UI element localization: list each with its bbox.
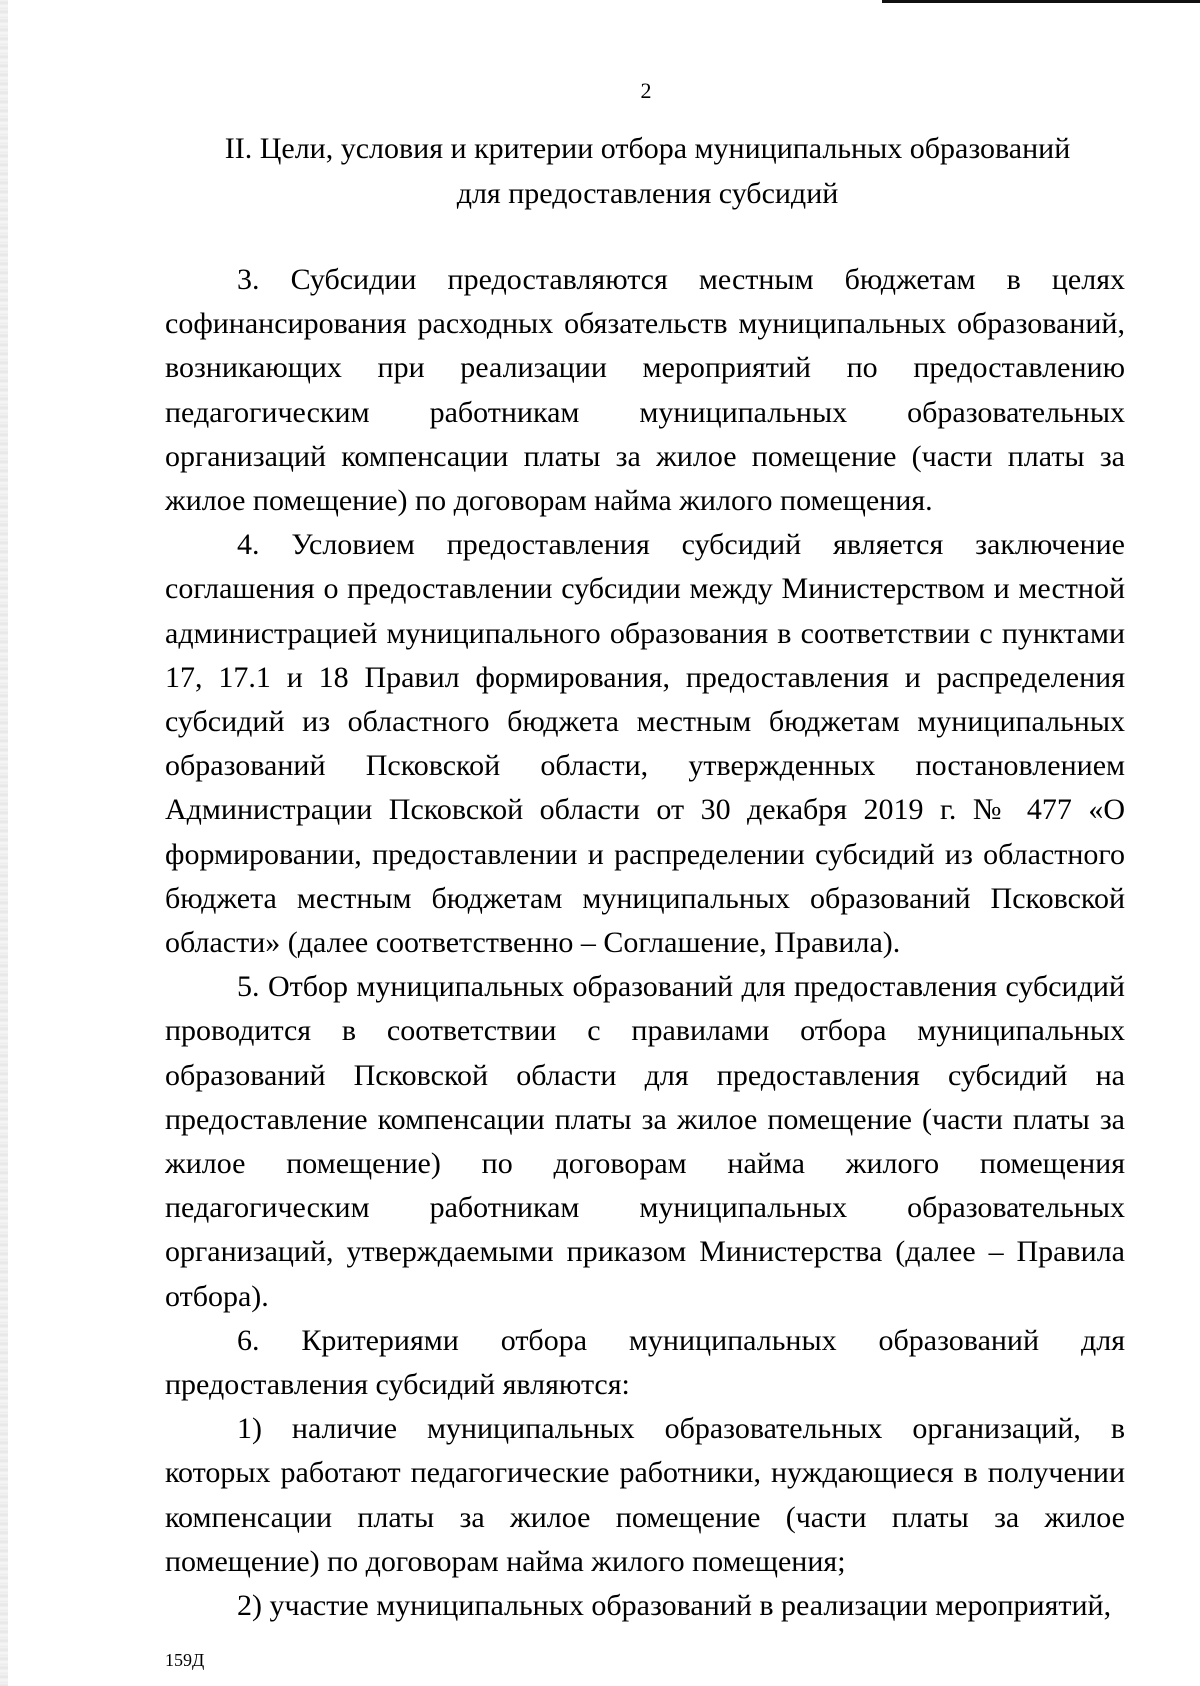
paragraph-4: 4. Условием предоставления субсидий является заключение соглашения о предоставлении субсидии между Министерством и местной администрацией муниципального образования в соответствии с пунктами 17, 17.1 и 18 Правил формирования, предоставления и распределения субсидий из областного бюджета местным бюджетам муниципальных образований Псковской области, утвержденных постановлением Администрации Псковской области от 30 декабря 2019 г. № 477 «О формировании, предоставлении и распределении субсидий из областного бюджета местным бюджетам муниципальных образований Псковской области» (далее соответственно – Соглашение, Правила). (165, 528, 1125, 960)
top-rule (882, 0, 1200, 3)
body-text (165, 258, 1125, 1628)
paragraph-5: 5. Отбор муниципальных образований для предоставления субсидий проводится в соответствии с правилами отбора муниципальных образований Псковской области для предоставления субсидий на предоставление компенсации платы за жилое помещение (части платы за жилое помещение) по договорам найма жилого помещения педагогическим работникам муниципальных образовательных организаций, утверждаемыми приказом Министерства (далее – Правила отбора). (165, 970, 1125, 1313)
footer-code: 159Д (165, 1650, 205, 1670)
section-heading-line-1: II. Цели, условия и критерии отбора муниципальных образований (224, 132, 1071, 165)
section-heading (165, 126, 1130, 216)
page-number: 2 (640, 78, 652, 103)
scan-edge (0, 0, 8, 1686)
list-item-2: 2) участие муниципальных образований в реализации мероприятий, (237, 1589, 1112, 1623)
paragraph-6: 6. Критериями отбора муниципальных образований для предоставления субсидий являются: (165, 1323, 1125, 1402)
section-heading-line-2: для предоставления субсидий (456, 177, 839, 210)
list-item-1: 1) наличие муниципальных образовательных организаций, в которых работают педагогические работники, нуждающиеся в получении компенсации платы за жилое помещение (части платы за жилое помещение) по договорам найма жилого помещения; (165, 1412, 1125, 1578)
paragraph-3: 3. Субсидии предоставляются местным бюджетам в целях софинансирования расходных обязательств муниципальных образований, возникающих при реализации мероприятий по предоставлению педагогическим работникам муниципальных образовательных организаций компенсации платы за жилое помещение (части платы за жилое помещение) по договорам найма жилого помещения. (165, 263, 1125, 518)
